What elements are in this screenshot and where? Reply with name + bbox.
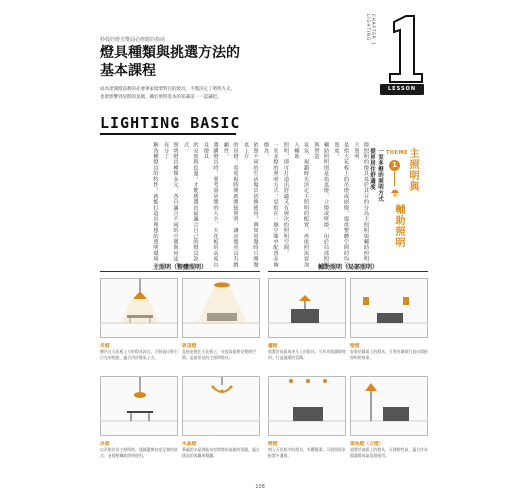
panel-label: 吊燈 bbox=[100, 442, 110, 447]
article-title-line1: 燈具種類與挑選方法的 bbox=[100, 45, 240, 61]
theme-sub-line1: 一室多燈的照明方式 bbox=[377, 148, 383, 202]
body-column: 照明，即可打造出舒適又有層次的照明空間。 bbox=[283, 142, 289, 256]
downlight-room-illustration bbox=[268, 376, 346, 436]
panel-text: 華麗的水晶燈能為房間增添高雅的氛圍，適合挑高的客廳或餐廳。 bbox=[182, 447, 260, 459]
ceiling-light-room-illustration bbox=[182, 278, 260, 338]
article-title-line2: 基本課程 bbox=[100, 63, 156, 79]
wall-lamp-room-illustration bbox=[350, 278, 428, 338]
panel-text: 懸吊在天花板上方的燈具款式，可營造出吸引目光的焦點，適合用於餐桌上方。 bbox=[100, 349, 178, 361]
panel-label: 吊燈 bbox=[100, 344, 110, 349]
lighting-basic-heading: LIGHTING BASIC bbox=[100, 114, 241, 132]
theme-number-badge: 1 bbox=[389, 160, 400, 171]
lamp-icon bbox=[388, 184, 402, 198]
body-column: 燈照明的燈具基於其目的分為主照明與輔助照明，主照明 bbox=[353, 142, 369, 268]
body-column: 依照不同的生活場景切換使用，例如用餐時只開餐桌上方 bbox=[243, 142, 259, 268]
page-subtitle: 秒殺的燈光雙面必修應的指南 bbox=[100, 37, 166, 43]
panel-text: 埋入天花板中的燈具，外觀簡潔，可依照需求配置多盞燈。 bbox=[268, 447, 346, 459]
panel-label: 壁燈 bbox=[350, 344, 360, 349]
aux-lighting-heading: 輔助照明（局部照明） bbox=[317, 264, 378, 271]
intro-line2: 也會影響到房間的氛圍，關於照明基本的知識第一一認識吧。 bbox=[100, 95, 222, 100]
desk-lamp-room-illustration bbox=[268, 278, 346, 338]
main-heading-rule bbox=[100, 271, 260, 272]
pendant-room-illustration bbox=[100, 278, 178, 338]
body-column: 的吊燈，看電視時開啟間接照明，讓房間更具有戲劇性， bbox=[223, 142, 239, 268]
chapter-number-graphic bbox=[380, 12, 426, 84]
panel-label: 水晶燈 bbox=[182, 442, 197, 447]
panel-label: 筒燈 bbox=[268, 442, 278, 447]
panel-label: 吸頂燈 bbox=[182, 344, 197, 349]
panel-text: 放置於桌面或茶几上的燈具，可作為閱讀燈使用，打造溫暖的氛圍。 bbox=[268, 349, 346, 361]
body-column: 是指天花板上的吊燈或嵌燈，提供整體空間的均勻照度， bbox=[333, 142, 349, 268]
aux-heading-rule bbox=[268, 271, 428, 272]
panel-label: 檯燈 bbox=[268, 344, 278, 349]
panel-text: 直接安裝在天花板上，亮度高能照亮整個空間，是最常見的主照明燈具。 bbox=[182, 349, 256, 361]
intro-line1: 成為達開燈前務的必要專家燈要對目的燈具，不僅決定了照明方式， bbox=[100, 87, 235, 92]
lesson-badge: LESSON bbox=[380, 84, 424, 95]
body-column: 照明燈具種類多元，各自適合不同的空間與用途，充分了 bbox=[163, 142, 179, 268]
panel-text: 安裝於牆面上的燈具，可照亮牆面打造出間接照明的效果。 bbox=[350, 349, 428, 361]
theme-label: THEME bbox=[386, 150, 408, 156]
theme-title-line2: 輔助照明 bbox=[393, 204, 404, 248]
body-column: 輔助照明則是指桌燈、立燈或壁燈，用於局部照明與營造 bbox=[313, 142, 329, 268]
body-column: 的亮度與色溫，才能挑選出最適合自己的燈具款式。 bbox=[183, 142, 199, 262]
body-column: 氣氛。規劃時先決定主照明的配置，再依照需要加入輔助 bbox=[293, 142, 309, 268]
pendant-dining-illustration bbox=[100, 376, 178, 436]
heading-underline bbox=[100, 133, 236, 135]
theme-sub-line2: 提昇居住舒適度 bbox=[369, 148, 375, 190]
floor-lamp-room-illustration bbox=[350, 376, 428, 436]
page-number: 108 bbox=[255, 484, 265, 490]
body-text bbox=[100, 142, 370, 272]
body-column: 選購燈具時，要考量房間的大小、天花板的高度以及燈具 bbox=[203, 142, 219, 268]
panel-label: 落地燈（立燈） bbox=[350, 442, 384, 447]
theme-title-line1: 主照明與 bbox=[407, 148, 418, 192]
panel-text: 以吊燈作為主照明時，建議選擇亮度足夠的款式，並搭配輔助照明使用。 bbox=[100, 447, 178, 459]
chandelier-room-illustration bbox=[182, 376, 260, 436]
main-lighting-heading: 主照明（整體照明） bbox=[152, 264, 207, 271]
body-column: 解各種燈具的特性，就能打造出理想的照明環境。 bbox=[152, 142, 159, 268]
body-column: 一室多燈的照明方式，是指在一個空間中配置多個燈具， bbox=[263, 142, 279, 268]
chapter-label: CHAPTER 1 LIGHTING bbox=[366, 14, 376, 46]
panel-text: 放置於地面上的燈具，可移動性高，適合作為閱讀燈或氣氛燈使用。 bbox=[350, 447, 428, 459]
